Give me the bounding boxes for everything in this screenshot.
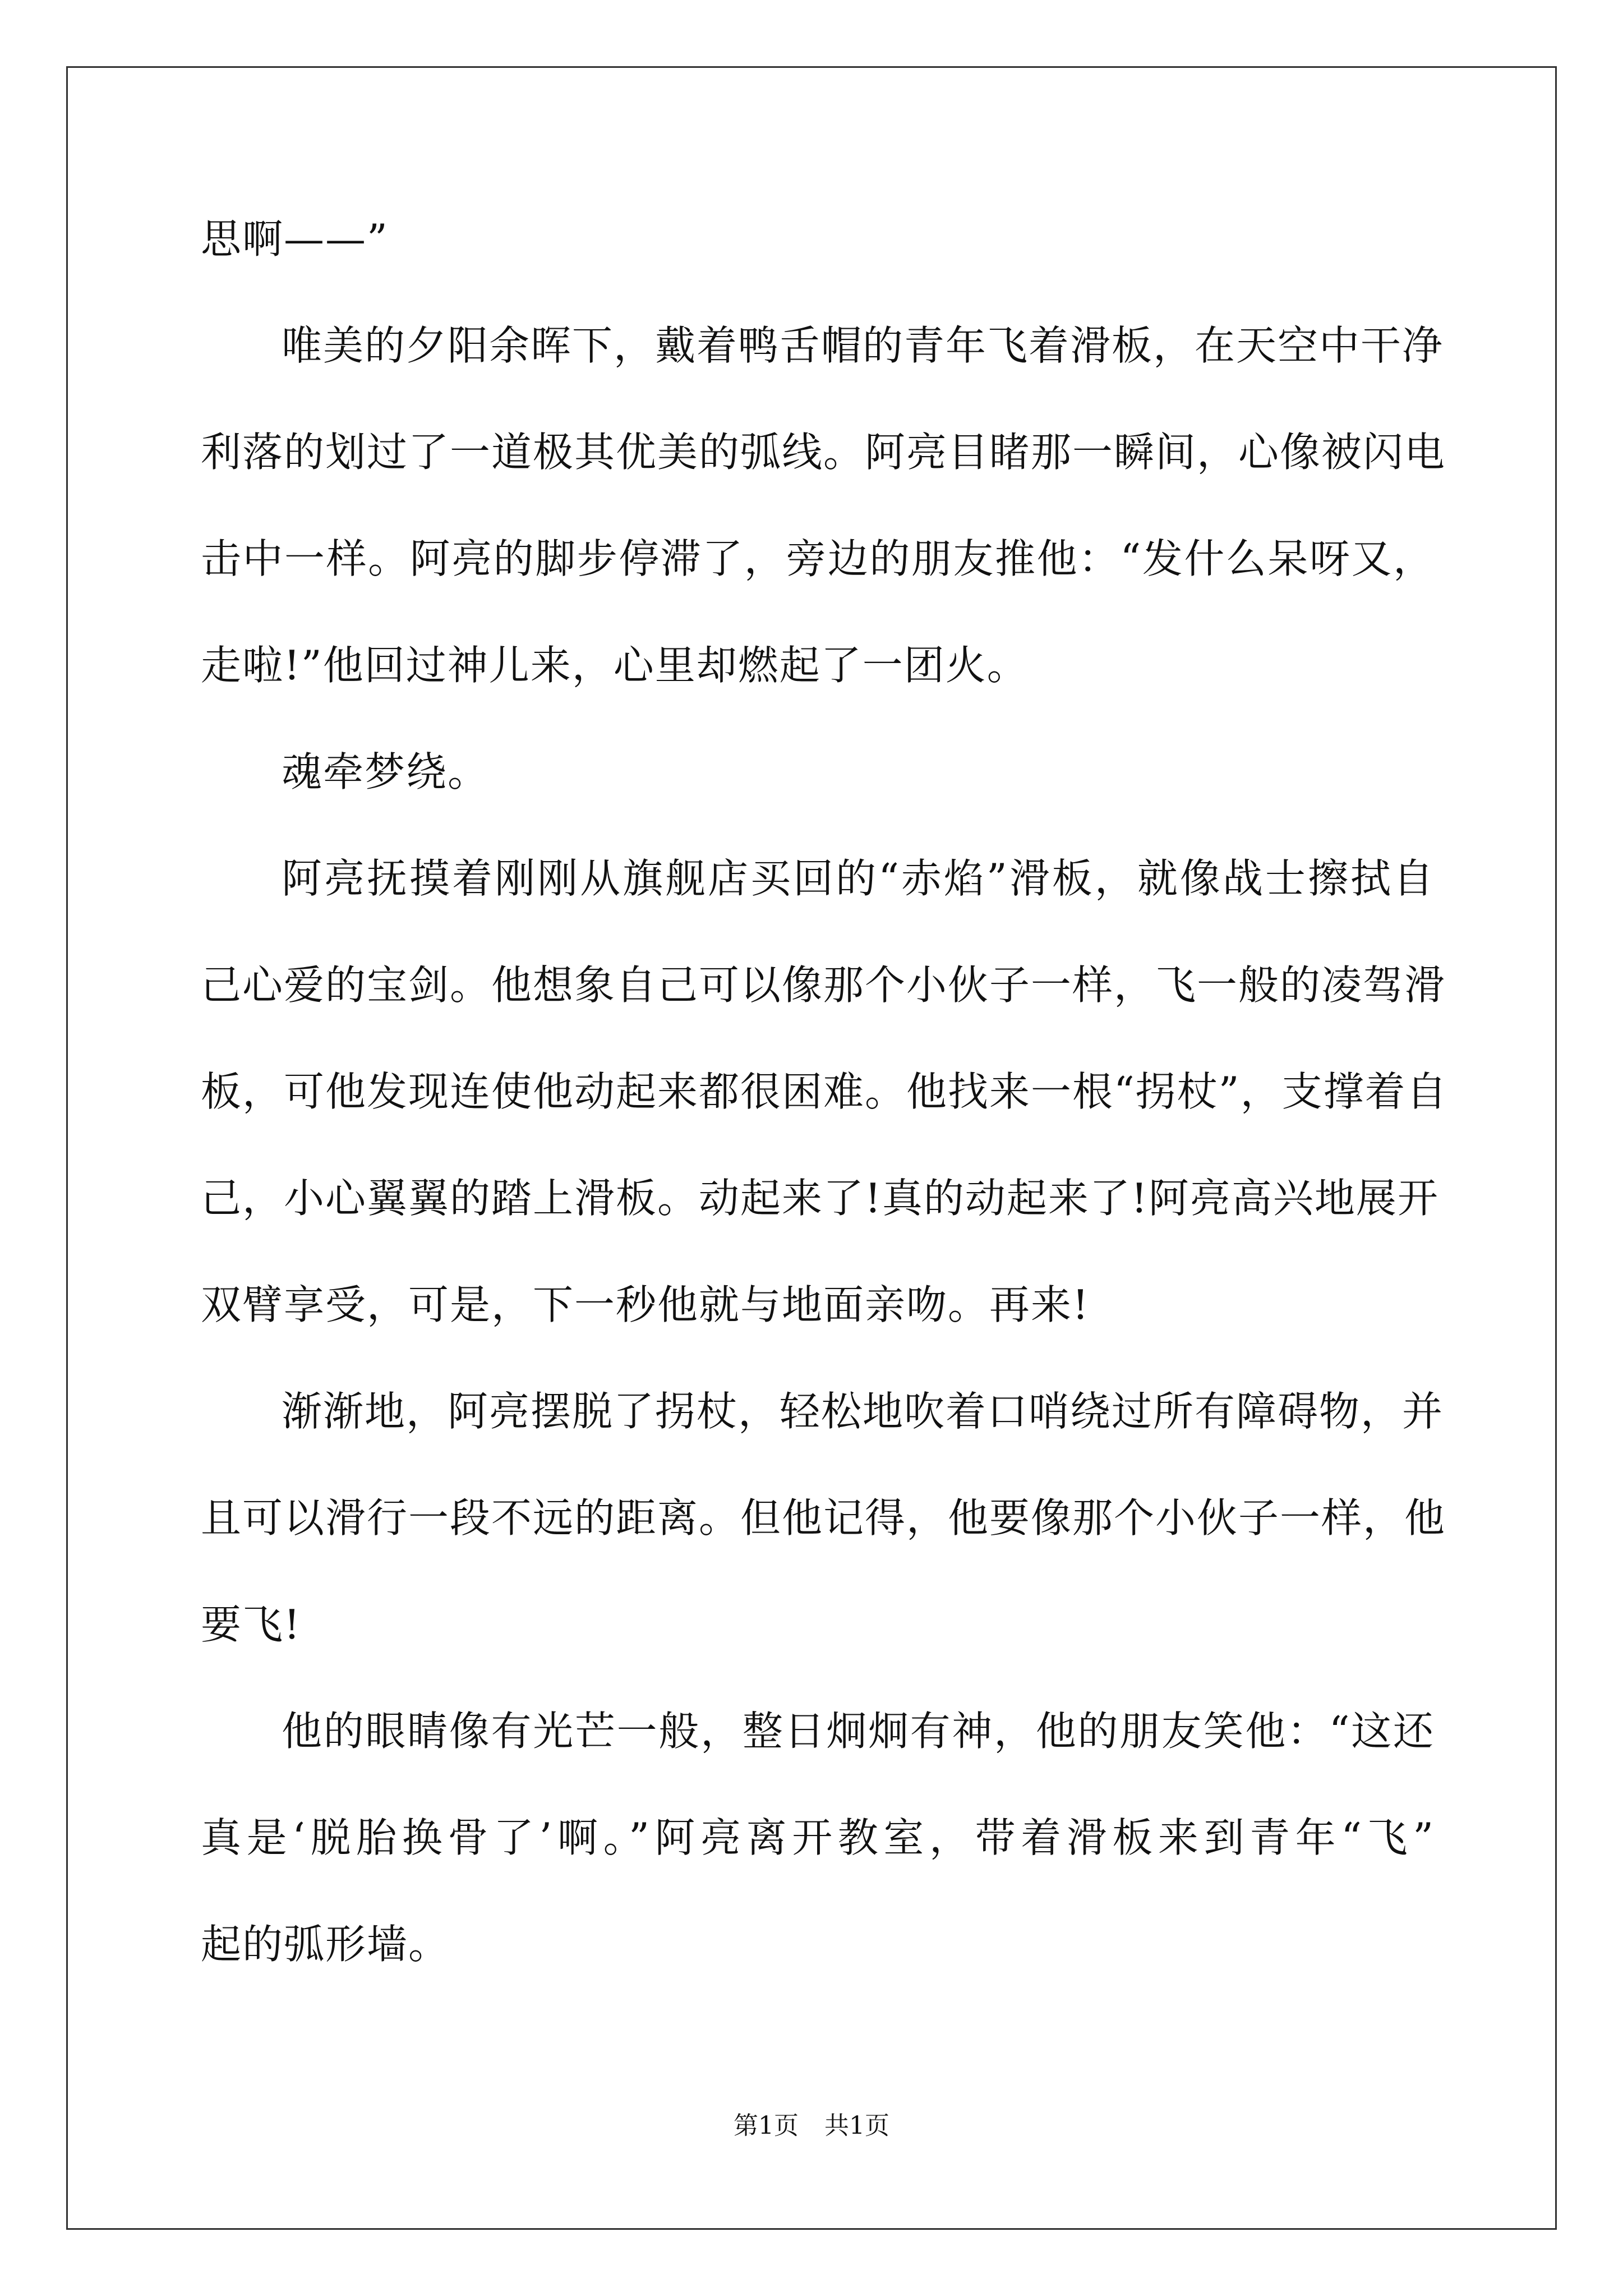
text-line: 真是‘脱胎换骨了’啊。”阿亮离开教室，带着滑板来到青年“飞” (201, 1814, 1435, 1861)
text-line: 思啊——” (201, 215, 389, 263)
text-line: 双臂享受，可是，下一秒他就与地面亲吻。再来! (201, 1281, 1090, 1328)
page-total: 共1页 (824, 2111, 889, 2140)
text-line: 要飞! (201, 1601, 301, 1648)
text-line: 己，小心翼翼的踏上滑板。动起来了!真的动起来了!阿亮高兴地展开 (201, 1175, 1439, 1222)
text-line: 魂牵梦绕。 (282, 748, 490, 795)
text-line: 唯美的夕阳余晖下，戴着鸭舌帽的青年飞着滑板，在天空中干净 (282, 322, 1444, 369)
text-line: 阿亮抚摸着刚刚从旗舰店买回的“赤焰”滑板，就像战士擦拭自 (282, 855, 1435, 902)
page-footer (0, 2109, 1623, 2143)
text-line: 且可以滑行一段不远的距离。但他记得，他要像那个小伙子一样，他 (201, 1494, 1446, 1542)
text-line: 己心爱的宝剑。他想象自己可以像那个小伙子一样，飞一般的凌驾滑 (201, 961, 1446, 1009)
text-line: 渐渐地，阿亮摆脱了拐杖，轻松地吹着口哨绕过所有障碍物，并 (282, 1388, 1444, 1435)
page-number: 第1页 (734, 2111, 799, 2140)
text-line: 击中一样。阿亮的脚步停滞了，旁边的朋友推他：“发什么呆呀又， (201, 535, 1435, 582)
text-line: 板，可他发现连使他动起来都很困难。他找来一根“拐杖”，支撑着自 (201, 1068, 1448, 1115)
page-border (66, 66, 1557, 2230)
text-line: 利落的划过了一道极其优美的弧线。阿亮目睹那一瞬间，心像被闪电 (201, 429, 1446, 476)
text-line: 走啦!”他回过神儿来，心里却燃起了一团火。 (201, 642, 1029, 689)
text-line: 起的弧形墙。 (201, 1921, 450, 1968)
text-line: 他的眼睛像有光芒一般，整日炯炯有神，他的朋友笑他：“这还 (282, 1708, 1435, 1755)
